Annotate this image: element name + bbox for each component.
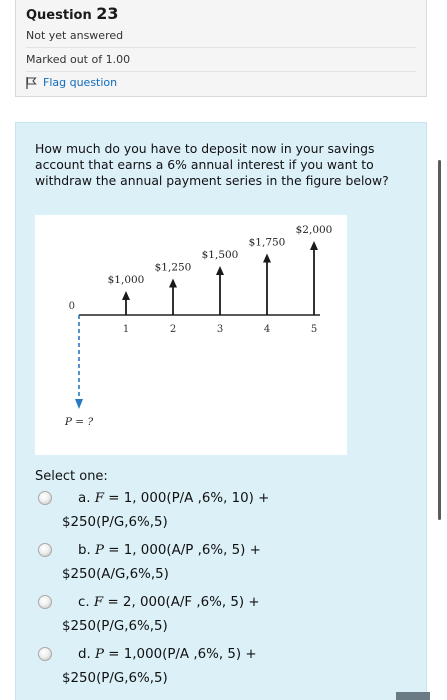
answer-expression: = 1,000(P/A ,6%, 5) + — [104, 647, 257, 662]
flag-icon — [26, 77, 37, 89]
answer-radio[interactable] — [38, 491, 52, 505]
divider — [26, 71, 416, 72]
answer-variable: F — [93, 595, 104, 610]
answer-line-1 — [78, 643, 257, 667]
question-grade: Marked out of 1.00 — [26, 53, 131, 66]
answer-radio[interactable] — [38, 647, 52, 661]
year-label: 1 — [122, 324, 130, 335]
present-value-arrowhead — [75, 399, 83, 409]
answer-line-1 — [78, 591, 260, 615]
question-title — [26, 4, 119, 23]
answer-radio[interactable] — [38, 595, 52, 609]
answer-variable: P — [95, 647, 105, 662]
answer-line-2: $250(A/G,6%,5) — [62, 567, 169, 582]
answer-letter: b. — [78, 543, 91, 558]
year-label: 5 — [310, 324, 318, 335]
answer-letter: c. — [78, 595, 90, 610]
payment-arrowhead — [263, 254, 271, 263]
question-state: Not yet answered — [26, 29, 124, 42]
payment-arrowhead — [122, 291, 130, 300]
select-one-label: Select one: — [35, 469, 108, 484]
scrollbar[interactable] — [438, 160, 441, 520]
corner-block — [396, 692, 430, 700]
answer-line-2: $250(P/G,6%,5) — [62, 671, 168, 686]
year-label: 4 — [263, 324, 271, 335]
payment-label: $2,000 — [295, 224, 333, 236]
answer-expression: = 2, 000(A/F ,6%, 5) + — [103, 595, 260, 610]
divider — [26, 47, 416, 48]
answer-expression: = 1, 000(A/P ,6%, 5) + — [104, 543, 261, 558]
question-text: How much do you have to deposit now in your savings account that earns a 6% annual interest if you want to withdraw the annual payment series in the figure below? — [35, 141, 389, 188]
answer-line-1 — [78, 539, 261, 563]
present-value-label: P = ? — [64, 416, 94, 428]
payment-arrowhead — [216, 266, 224, 275]
answer-line-1 — [78, 487, 269, 511]
answer-expression: = 1, 000(P/A ,6%, 10) + — [104, 491, 270, 506]
answer-radio[interactable] — [38, 543, 52, 557]
flag-question-link[interactable] — [26, 76, 117, 89]
payment-label: $1,000 — [107, 274, 145, 286]
payment-label: $1,500 — [201, 249, 239, 261]
answer-letter: a. — [78, 491, 91, 506]
question-number: 23 — [96, 4, 119, 23]
payment-label: $1,750 — [248, 236, 286, 249]
cash-flow-svg — [35, 215, 347, 455]
year-label: 2 — [169, 324, 177, 335]
flag-question-label: Flag question — [43, 76, 118, 89]
cash-flow-diagram — [35, 215, 347, 455]
payment-arrowhead — [310, 241, 318, 250]
answer-line-2: $250(P/G,6%,5) — [62, 515, 168, 530]
payment-label: $1,250 — [154, 261, 192, 274]
question-label: Question — [26, 8, 92, 23]
answer-letter: d. — [78, 647, 91, 662]
payment-arrowhead — [169, 279, 177, 288]
question-content — [15, 122, 427, 700]
answer-variable: F — [94, 491, 105, 506]
answer-variable: P — [95, 543, 105, 558]
answer-line-2: $250(P/G,6%,5) — [62, 619, 168, 634]
year-label: 3 — [216, 324, 224, 335]
question-info-panel — [15, 0, 427, 97]
year-label: 0 — [68, 301, 75, 312]
